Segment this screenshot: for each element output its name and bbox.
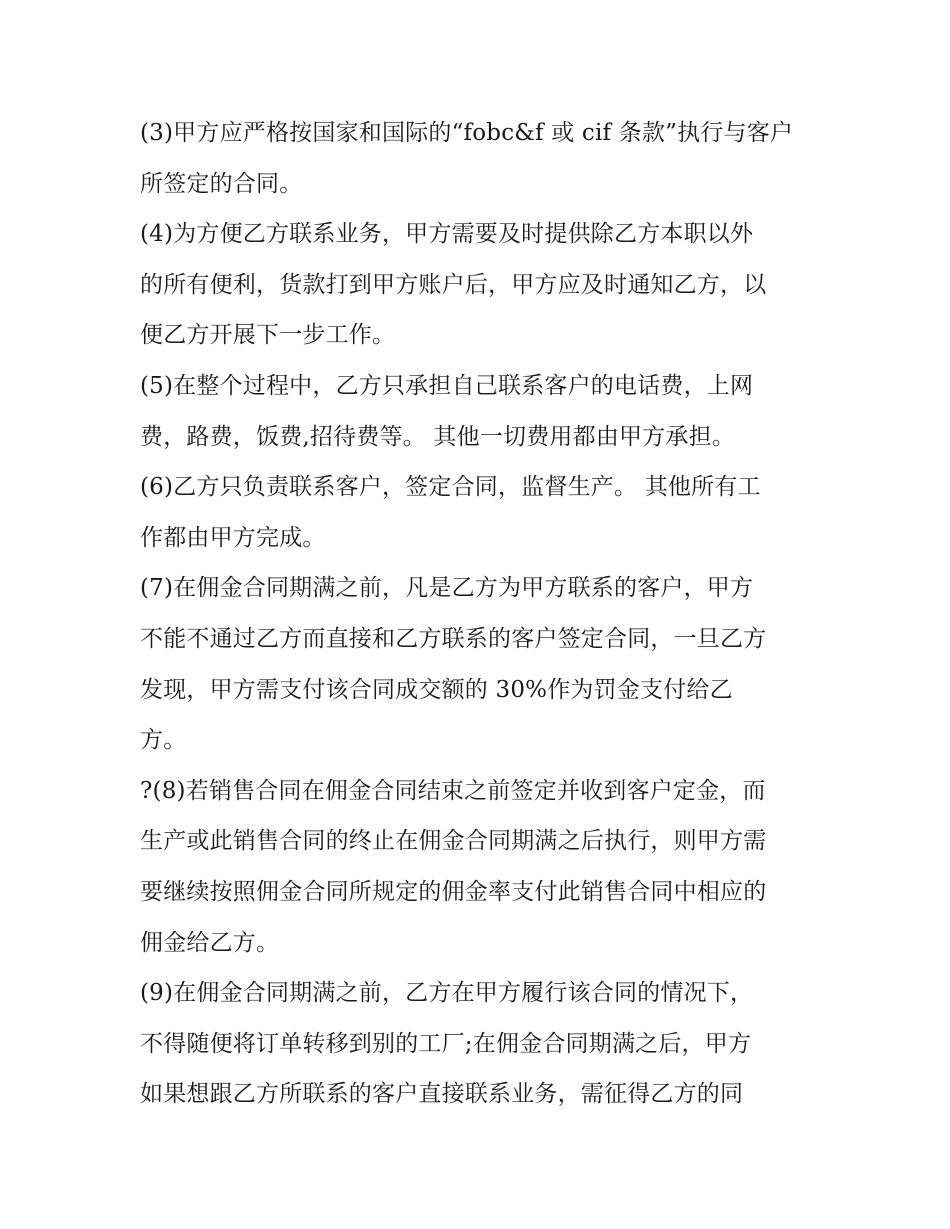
text-line: (4)为方便乙方联系业务，甲方需要及时提供除乙方本职以外 xyxy=(140,221,754,248)
text-line: 如果想跟乙方所联系的客户直接联系业务，需征得乙方的同 xyxy=(140,1081,744,1108)
text-line: 费，路费，饭费,招待费等。 其他一切费用都由甲方承担。 xyxy=(140,423,736,450)
text-line: ?(8)若销售合同在佣金合同结束之前签定并收到客户定金，而 xyxy=(140,777,766,804)
text-line: 不得随便将订单转移到别的工厂;在佣金合同期满之后，甲方 xyxy=(140,1030,752,1057)
text-line: 所签定的合同。 xyxy=(140,170,303,197)
text-line: 发现，甲方需支付该合同成交额的 30%作为罚金支付给乙 xyxy=(140,676,733,703)
text-line: 要继续按照佣金合同所规定的佣金率支付此销售合同中相应的 xyxy=(140,878,767,905)
text-line: 佣金给乙方。 xyxy=(140,929,280,956)
text-line: 便乙方开展下一步工作。 xyxy=(140,322,396,349)
text-line: 生产或此销售合同的终止在佣金合同期满之后执行，则甲方需 xyxy=(140,828,767,855)
text-line: 的所有便利，货款打到甲方账户后，甲方应及时通知乙方，以 xyxy=(140,271,767,298)
text-line: (3)甲方应严格按国家和国际的“fobc&f 或 cif 条款”执行与客户 xyxy=(140,120,794,146)
text-line: 作都由甲方完成。 xyxy=(140,524,326,551)
text-line: (9)在佣金合同期满之前，乙方在甲方履行该合同的情况下， xyxy=(140,980,754,1007)
text-line: (5)在整个过程中，乙方只承担自己联系客户的电话费，上网 xyxy=(140,372,754,399)
text-line: 不能不通过乙方而直接和乙方联系的客户签定合同，一旦乙方 xyxy=(140,625,767,652)
text-line: 方。 xyxy=(140,727,187,754)
document-body xyxy=(140,108,830,1120)
text-line: (7)在佣金合同期满之前，凡是乙方为甲方联系的客户，甲方 xyxy=(140,575,754,602)
text-line: (6)乙方只负责联系客户，签定合同，监督生产。 其他所有工 xyxy=(140,474,761,501)
